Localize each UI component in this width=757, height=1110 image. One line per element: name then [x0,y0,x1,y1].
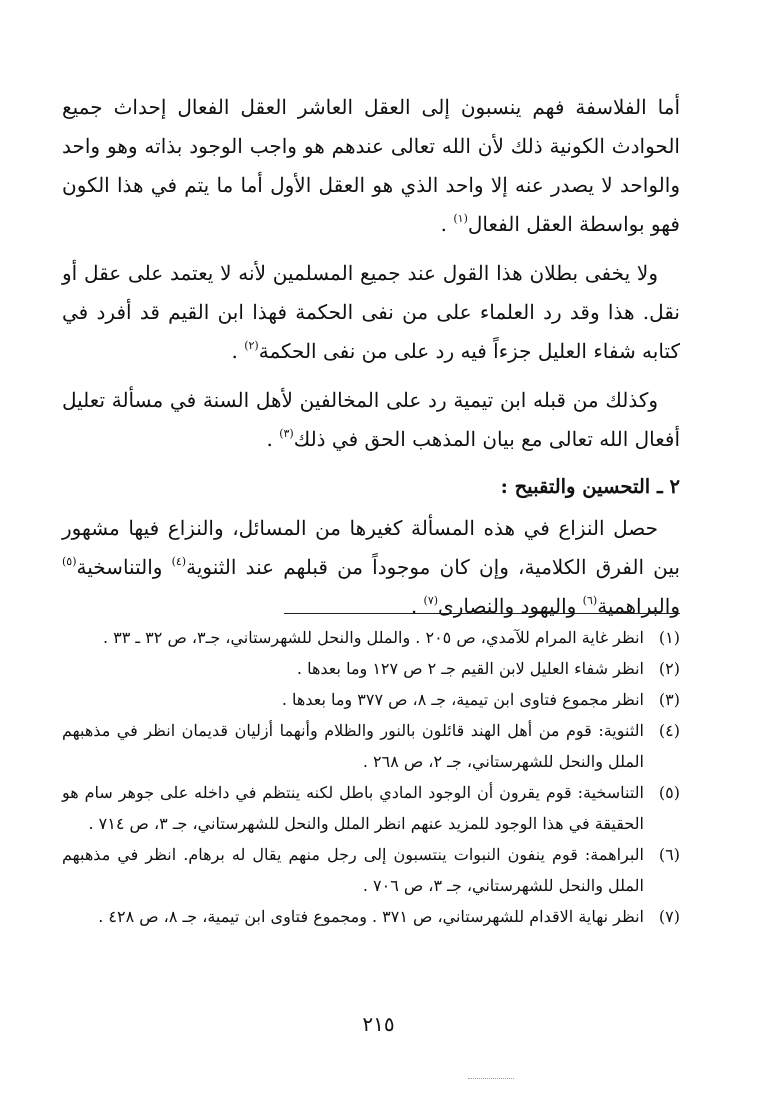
footnote-text: الثنوية: قوم من أهل الهند قائلون بالنور والظلام وأنهما أزليان قديمان انظر في مذهبهم الملل والنحل للشهرستاني، جـ ٢، ص ٢٦٨ . [62,721,644,771]
footnote-text: انظر نهاية الاقدام للشهرستاني، ص ٣٧١ . ومجموع فتاوى ابن تيمية، جـ ٨، ص ٤٢٨ . [98,907,644,926]
section-paragraph [62,509,680,626]
footnote-text: انظر غاية المرام للآمدي، ص ٢٠٥ . والملل والنحل للشهرستاني، جـ٣، ص ٣٢ ـ ٣٣ . [102,628,644,647]
paragraph-3-end: . [266,427,280,451]
section-end: . [410,594,424,618]
footnote-3 [62,684,680,715]
footnote-number: (٥) [658,783,680,802]
footnote-ref-4: (٤) [171,555,187,568]
footnote-number: (٣) [658,690,680,709]
paragraph-2 [62,254,680,371]
footnote-5 [62,777,680,839]
footnote-2 [62,653,680,684]
footnote-6 [62,839,680,901]
page-number: ٢١٥ [362,1012,395,1036]
footnote-number: (٢) [658,659,680,678]
paragraph-1 [62,88,680,244]
paragraph-2-end: . [231,339,245,363]
footnote-number: (٤) [658,721,680,740]
paragraph-1-text: أما الفلاسفة فهم ينسبون إلى العقل العاشر العقل الفعال إحداث جميع الحوادث الكونية ذلك لأن الله تعالى عندهم هو واجب الوجود بذاته وهو واحد والواحد لا يصدر عنه إلا واحد الذي هو العقل الأول أما ما يتم في هذا الكون فهو بواسطة العقل الفعال [62,95,680,236]
footnote-7 [62,901,680,932]
section-heading: ٢ ـ التحسين والتقبيح : [500,475,680,498]
footnote-1 [62,622,680,653]
footnote-ref-1: (١) [453,212,468,225]
paragraph-1-end: . [440,212,454,236]
section-text-1: حصل النزاع في هذه المسألة كغيرها من المسائل، والنزاع فيها مشهور بين الفرق الكلامية، وإن كان موجوداً من قبلهم عند الثنوية [62,516,680,579]
section-text-4: واليهود والنصارى [438,594,577,618]
footnote-number: (٦) [658,845,680,864]
paragraph-3 [62,381,680,459]
paragraph-2-text: ولا يخفى بطلان هذا القول عند جميع المسلمين لأنه لا يعتمد على عقل أو نقل. هذا وقد رد العلماء على من نفى الحكمة فهذا ابن القيم قد أفرد في كتابه شفاء العليل جزءاً فيه رد على من نفى الحكمة [62,261,680,363]
footnote-ref-7: (٧) [423,594,439,607]
footnote-text: انظر شفاء العليل لابن القيم جـ ٢ ص ١٢٧ وما بعدها . [296,659,644,678]
footnote-ref-5: (٥) [62,555,77,568]
footnote-divider [284,613,680,614]
section-text-3: والبراهمية [597,594,680,618]
footnotes [62,622,680,932]
footnote-text: التناسخية: قوم يقرون أن الوجود المادي باطل لكنه ينتظم في داخله على جوهر سام هو الحقيقة في هذا الوجود للمزيد عنهم انظر الملل والنحل للشهرستاني، جـ ٣، ص ٧١٤ . [62,783,644,833]
footnote-text: البراهمة: قوم ينفون النبوات ينتسبون إلى رجل منهم يقال له برهام. انظر في مذهبهم الملل والنحل للشهرستاني، جـ ٣، ص ٧٠٦ . [62,845,644,895]
main-text [62,88,680,636]
footnote-4 [62,715,680,777]
footnote-text: انظر مجموع فتاوى ابن تيمية، جـ ٨، ص ٣٧٧ وما بعدها . [281,690,644,709]
footnote-ref-2: (٢) [244,339,259,352]
section-text-2: والتناسخية [76,555,163,579]
footnote-number: (٧) [658,907,680,926]
paragraph-3-text: وكذلك من قبله ابن تيمية رد على المخالفين لأهل السنة في مسألة تعليل أفعال الله تعالى مع بيان المذهب الحق في ذلك [62,388,680,451]
footnote-ref-6: (٦) [582,594,598,607]
scan-artifact-dots [468,1078,514,1079]
footnote-ref-3: (٣) [279,427,294,440]
footnote-number: (١) [658,628,680,647]
